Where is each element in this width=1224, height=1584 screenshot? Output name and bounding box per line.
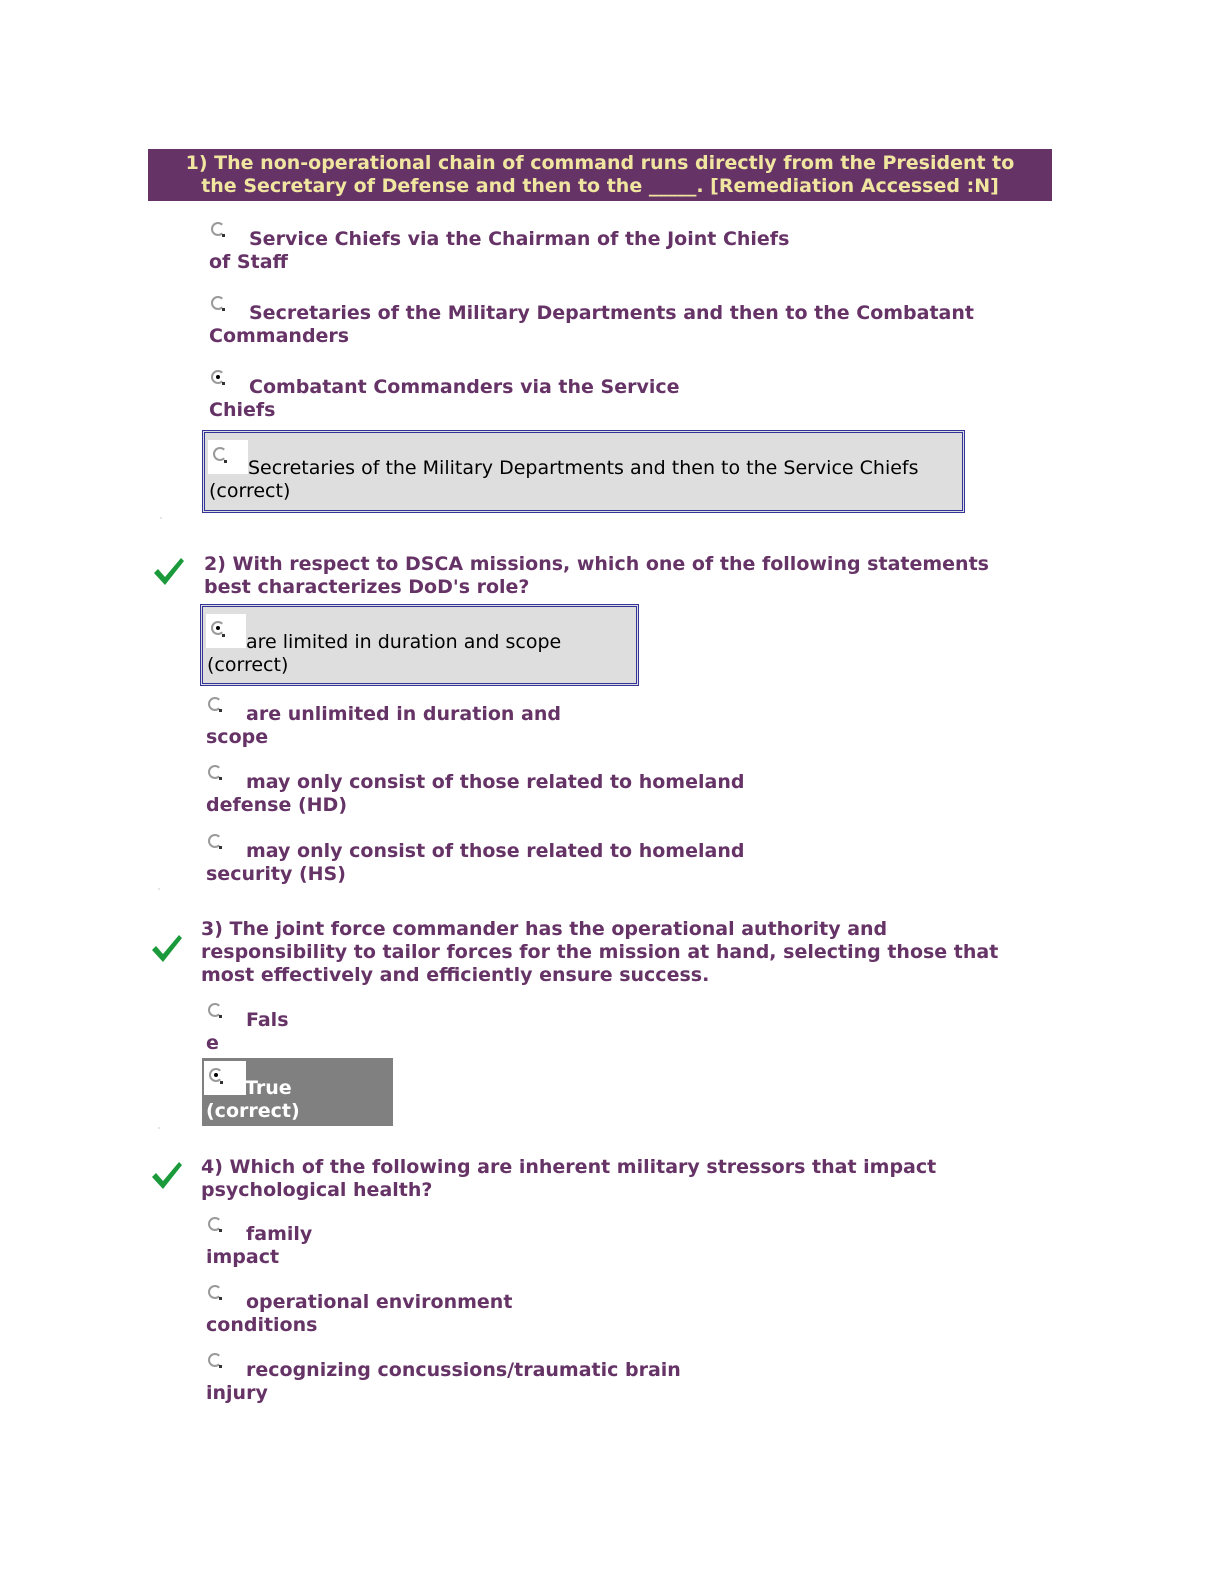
option-label-continued: defense (HD)	[206, 794, 348, 816]
radio-tick	[222, 234, 225, 237]
question-1-line2: the Secretary of Defense and then to the _____. [Remediation Accessed :N]	[201, 175, 999, 197]
option-label: family	[246, 1223, 313, 1245]
question-4-line1: 4) Which of the following are inherent military stressors that impact	[201, 1156, 937, 1178]
question-4-option-b[interactable]	[206, 1283, 512, 1337]
checkmark-icon	[152, 556, 186, 588]
question-4-option-c[interactable]	[206, 1351, 681, 1405]
radio-tick	[222, 634, 225, 637]
divider-dot	[160, 517, 162, 519]
radio-tick	[219, 709, 222, 712]
question-1-line1: 1) The non-operational chain of command runs directly from the President to	[185, 152, 1015, 174]
option-label-continued: scope	[206, 726, 269, 748]
question-3-option-b-correct[interactable]	[202, 1058, 393, 1126]
radio-tick	[219, 1365, 222, 1368]
radio-tick	[219, 1229, 222, 1232]
question-3-line2: responsibility to tailor forces for the mission at hand, selecting those that	[201, 941, 999, 963]
option-label-continued: conditions	[206, 1314, 318, 1336]
question-4-text	[201, 1156, 936, 1202]
divider-dot	[158, 888, 160, 890]
option-label: recognizing concussions/traumatic brain	[246, 1359, 681, 1381]
option-label-continued: Chiefs	[209, 399, 276, 421]
radio-tick	[222, 308, 225, 311]
option-label: may only consist of those related to homeland	[246, 771, 745, 793]
correct-label: (correct)	[209, 480, 291, 502]
option-label: Secretaries of the Military Departments and then to the Service Chiefs	[248, 457, 919, 479]
radio-button-selected[interactable]	[209, 1068, 223, 1082]
question-2-option-c[interactable]	[206, 763, 744, 817]
correct-label: (correct)	[207, 654, 289, 676]
question-2-option-d[interactable]	[206, 832, 744, 886]
divider-dot	[158, 1127, 160, 1129]
question-4-option-a[interactable]	[206, 1215, 312, 1269]
question-2-option-a-correct[interactable]	[200, 604, 639, 686]
option-label-continued: injury	[206, 1382, 268, 1404]
radio-tick	[219, 1015, 222, 1018]
question-1-option-a[interactable]	[209, 220, 789, 274]
radio-tick	[219, 1297, 222, 1300]
question-3-text	[201, 918, 998, 987]
checkmark-icon	[150, 933, 184, 965]
option-label: Secretaries of the Military Departments and then to the Combatant	[249, 302, 974, 324]
question-1-text	[148, 149, 1052, 201]
correct-label: (correct)	[206, 1100, 300, 1122]
question-2-line1: 2) With respect to DSCA missions, which one of the following statements	[204, 553, 989, 575]
radio-button-selected[interactable]	[211, 621, 225, 635]
radio-tick	[224, 460, 227, 463]
radio-button[interactable]	[213, 447, 227, 461]
question-2-option-b[interactable]	[206, 695, 561, 749]
question-3-option-a[interactable]	[206, 1001, 289, 1055]
option-label: True	[245, 1077, 292, 1099]
question-1-option-c[interactable]	[209, 368, 680, 422]
radio-tick	[219, 777, 222, 780]
question-1-option-b[interactable]	[209, 294, 974, 348]
option-label: operational environment	[246, 1291, 513, 1313]
option-label: are unlimited in duration and	[246, 703, 561, 725]
question-3-line1: 3) The joint force commander has the operational authority and	[201, 918, 888, 940]
option-label-continued: of Staff	[209, 251, 288, 273]
radio-tick	[222, 382, 225, 385]
option-label-continued: security (HS)	[206, 863, 346, 885]
option-label-continued: Commanders	[209, 325, 350, 347]
option-label: Fals	[246, 1009, 289, 1031]
checkmark-icon	[150, 1160, 184, 1192]
question-3-line3: most effectively and efficiently ensure success.	[201, 964, 710, 986]
radio-tick	[220, 1081, 223, 1084]
option-label-continued: impact	[206, 1246, 280, 1268]
option-label: Service Chiefs via the Chairman of the Joint Chiefs	[249, 228, 790, 250]
option-label: may only consist of those related to homeland	[246, 840, 745, 862]
question-1-option-d-correct[interactable]	[202, 430, 965, 513]
question-2-text	[204, 553, 989, 599]
option-label: Combatant Commanders via the Service	[249, 376, 680, 398]
question-2-line2: best characterizes DoD's role?	[204, 576, 530, 598]
question-4-line2: psychological health?	[201, 1179, 433, 1201]
radio-tick	[219, 846, 222, 849]
option-label-continued: e	[206, 1032, 219, 1054]
option-label: are limited in duration and scope	[246, 631, 562, 653]
